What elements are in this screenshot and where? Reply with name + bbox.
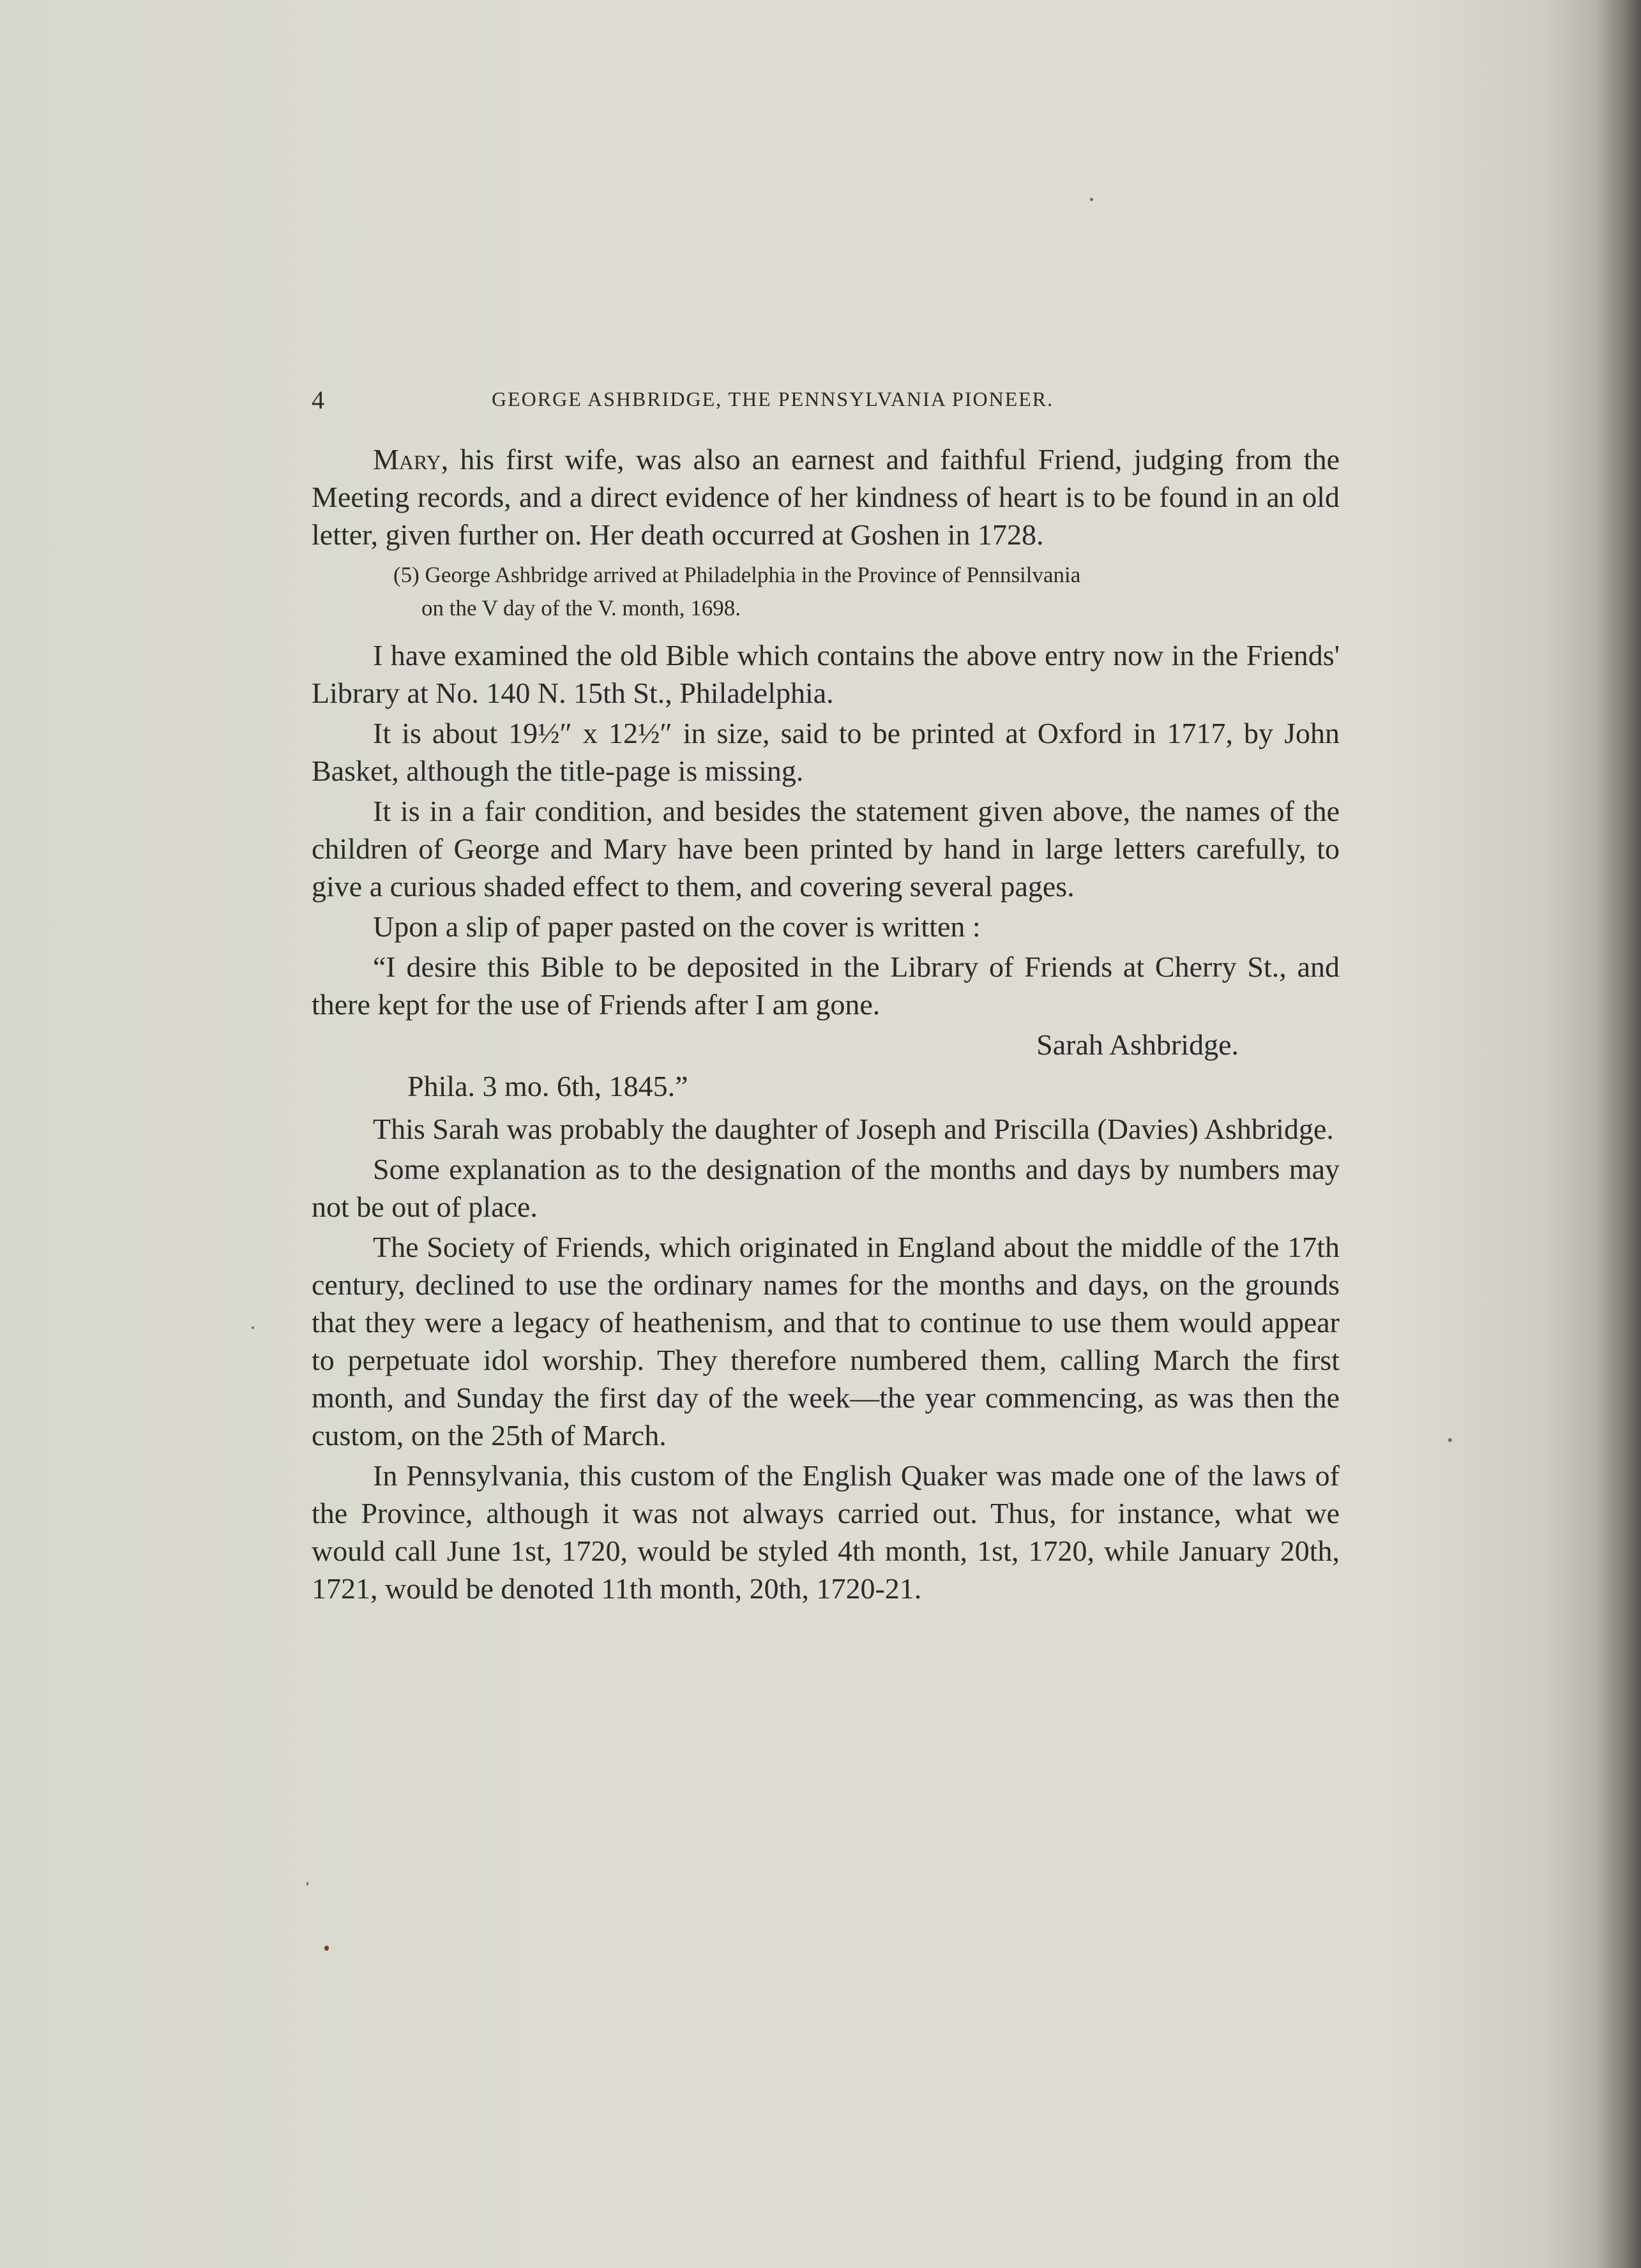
paper-speck xyxy=(324,1946,329,1951)
paragraph-pennsylvania-custom: In Pennsylvania, this custom of the English Quaker was made one of the laws of the Province, although it was not always carried out. Thus, for instance, what we would call June 1st, 1720, would be styled 4th month, 1st, 1720, while January 20th, 1721, would be denoted 11th month, 20th, 1720-21. xyxy=(312,1459,1340,1605)
paragraph-sarah: This Sarah was probably the daughter of Joseph and Priscilla (Davies) Ashbridge. xyxy=(373,1113,1334,1145)
paragraph-mary-text: , his first wife, was also an earnest and faithful Friend, judging from the Meeting records, and a direct evidence of her kindness of heart is to be found in an old letter, given further on. Her death occurred at Goshen in 1728. xyxy=(312,443,1340,551)
paragraph-mary xyxy=(312,440,1340,553)
quote-dateline: Phila. 3 mo. 6th, 1845.” xyxy=(407,1070,688,1102)
page-number: 4 xyxy=(312,386,324,414)
bible-entry-line-1: (5) George Ashbridge arrived at Philadelphia in the Province of Pennsilvania xyxy=(393,562,1081,587)
paragraph-bible-size: It is about 19½″ x 12½″ in size, said to be printed at Oxford in 1717, by John Basket, although the title-page is missing. xyxy=(312,717,1340,787)
quote-signature: Sarah Ashbridge. xyxy=(1036,1028,1239,1061)
paper-speck xyxy=(1448,1438,1452,1442)
running-head: GEORGE ASHBRIDGE, THE PENNSYLVANIA PIONEER. xyxy=(492,387,1054,410)
paper-speck xyxy=(1090,198,1093,201)
bible-entry-quote xyxy=(393,559,1340,625)
paragraph-quoted-note: “I desire this Bible to be deposited in the Library of Friends at Cherry St., and there kept for the use of Friends after I am gone. xyxy=(312,950,1340,1021)
page-edge-shadow xyxy=(1596,0,1641,2268)
page-header xyxy=(312,385,1340,423)
paragraph-explanation: Some explanation as to the designation of the months and days by numbers may not be out of place. xyxy=(312,1153,1340,1223)
paragraph-society-of-friends: The Society of Friends, which originated in England about the middle of the 17th century, declined to use the ordinary names for the months and days, on the grounds that they were a legacy of heathenism, and that to continue to use them would appear to perpetuate idol worship. They therefore numbered them, calling March the first month, and Sunday the first day of the week—the year commencing, as was then the custom, on the 25th of March. xyxy=(312,1231,1340,1452)
body-text xyxy=(312,440,1340,1610)
paragraph-lead-word: Mary xyxy=(373,443,441,476)
paragraph-slip-of-paper: Upon a slip of paper pasted on the cover is written : xyxy=(373,910,981,943)
bible-entry-line-2: on the V day of the V. month, 1698. xyxy=(421,596,741,620)
paper-speck xyxy=(306,1882,308,1886)
paper-speck xyxy=(252,1326,254,1329)
paragraph-bible-examined: I have examined the old Bible which contains the above entry now in the Friends' Library at No. 140 N. 15th St., Philadelphia. xyxy=(312,639,1340,709)
paragraph-bible-condition: It is in a fair condition, and besides the statement given above, the names of the children of George and Mary have been printed by hand in large letters carefully, to give a curious shaded effect to them, and covering several pages. xyxy=(312,795,1340,903)
